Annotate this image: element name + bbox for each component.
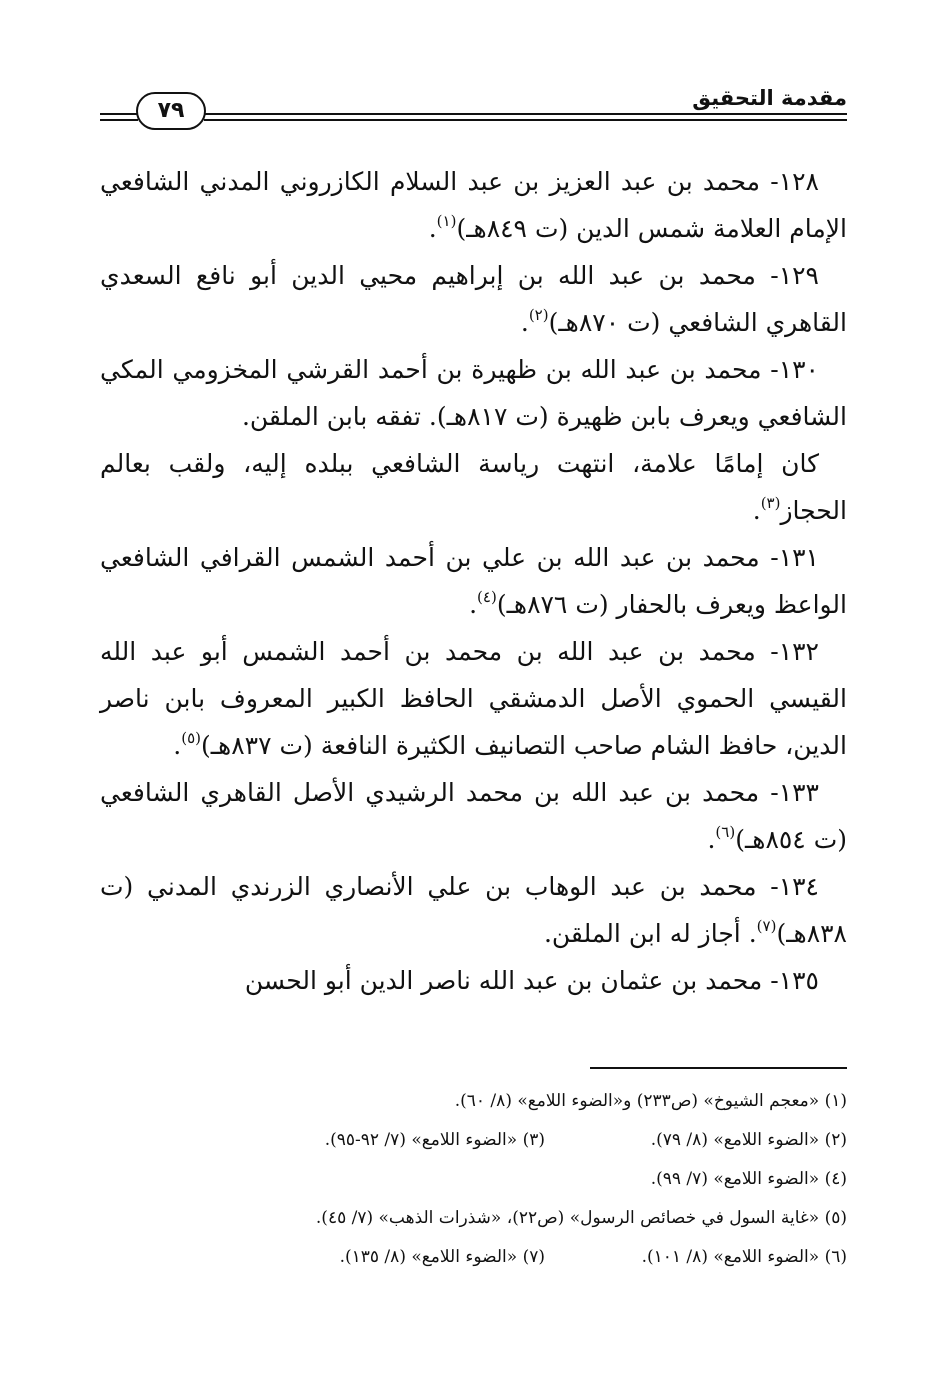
footnote-1: (١) «معجم الشيوخ» (ص٢٣٣) و«الضوء اللامع» (٨/ ٦٠). [454,1091,847,1111]
footnote-ref: (٢) [528,306,549,324]
entry-text: ١٣٤- محمد بن عبد الوهاب بن علي الأنصاري الزرندي المدني (ت ٨٣٨هـ) [100,872,847,948]
entry-134 [100,863,847,957]
footnote-7: (٧) «الضوء اللامع» (٨/ ١٣٥). [339,1247,545,1267]
entry-tail: . [520,308,529,337]
footnote-separator [590,1067,847,1069]
footnote-ref: (٧) [756,917,777,935]
footnote-ref: (٤) [477,588,497,606]
entry-text: ١٣٣- محمد بن عبد الله بن محمد الرشيدي الأصل القاهري الشافعي (ت ٨٥٤هـ) [100,778,847,854]
entry-128 [100,158,847,252]
entry-130 [100,346,847,440]
entry-tail: . [173,731,182,760]
entry-text: ١٣٠- محمد بن عبد الله بن ظهيرة بن أحمد القرشي المخزومي المكي الشافعي ويعرف بابن ظهيرة (ت ٨١٧هـ). تفقه بابن الملقن. [100,355,847,431]
entry-text: ١٣٥- محمد بن عثمان بن عبد الله ناصر الدين أبو الحسن [244,966,819,995]
entry-130-continuation [100,440,847,534]
footnote-line [100,1121,847,1160]
entry-tail: . [469,590,478,619]
entry-135 [100,957,847,1004]
footnote-3: (٣) «الضوء اللامع» (٧/ ٩٢-٩٥). [324,1130,545,1150]
footnote-6: (٦) «الضوء اللامع» (٨/ ١٠١). [641,1247,847,1267]
entry-132 [100,628,847,769]
footnote-line [100,1082,847,1121]
main-text [100,158,847,1004]
footnote-5: (٥) «غاية السول في خصائص الرسول» (ص٢٢)، «شذرات الذهب» (٧/ ٤٥). [315,1208,847,1228]
page-number: ٧٩ [136,92,206,130]
entry-text: ١٣١- محمد بن عبد الله بن علي بن أحمد الشمس القرافي الشافعي الواعظ ويعرف بالحفار (ت ٨٧٦هـ) [100,543,847,619]
header-rule-bottom [204,119,847,121]
entry-text: ١٢٩- محمد بن عبد الله بن إبراهيم محيي الدين أبو نافع السعدي القاهري الشافعي (ت ٨٧٠هـ) [100,261,847,337]
footnote-line [100,1238,847,1277]
entry-tail: . [707,825,716,854]
footnote-4: (٤) «الضوء اللامع» (٧/ ٩٩). [650,1169,847,1189]
entry-129 [100,252,847,346]
entry-text: ١٣٢- محمد بن عبد الله بن محمد بن أحمد الشمس أبو عبد الله القيسي الحموي الأصل الدمشقي الحافظ الكبير المعروف بابن ناصر الدين، حافظ الشام صاحب التصانيف الكثيرة النافعة (ت ٨٣٧هـ) [100,637,847,760]
header-rule-left-bottom [100,119,138,121]
footnote-ref: (٣) [760,494,781,512]
footnote-line [100,1199,847,1238]
footnote-line [100,1160,847,1199]
entry-131 [100,534,847,628]
running-title: مقدمة التحقيق [692,86,847,110]
footnote-2: (٢) «الضوء اللامع» (٨/ ٧٩). [650,1130,847,1150]
footnote-ref: (١) [436,212,457,230]
header-rule-left-top [100,113,138,115]
entry-tail: . [752,496,761,525]
entry-text: كان إمامًا علامة، انتهت رياسة الشافعي ببلده إليه، ولقب بعالم الحجاز [100,449,847,525]
header-rule-top [204,113,847,115]
entry-tail: . أجاز له ابن الملقن. [543,919,757,948]
footnotes [100,1082,847,1277]
footnote-ref: (٦) [715,823,736,841]
entry-tail: . [428,214,437,243]
entry-text: ١٢٨- محمد بن عبد العزيز بن عبد السلام الكازروني المدني الشافعي الإمام العلامة شمس الدين (ت ٨٤٩هـ) [100,167,847,243]
entry-133 [100,769,847,863]
footnote-ref: (٥) [181,729,201,747]
